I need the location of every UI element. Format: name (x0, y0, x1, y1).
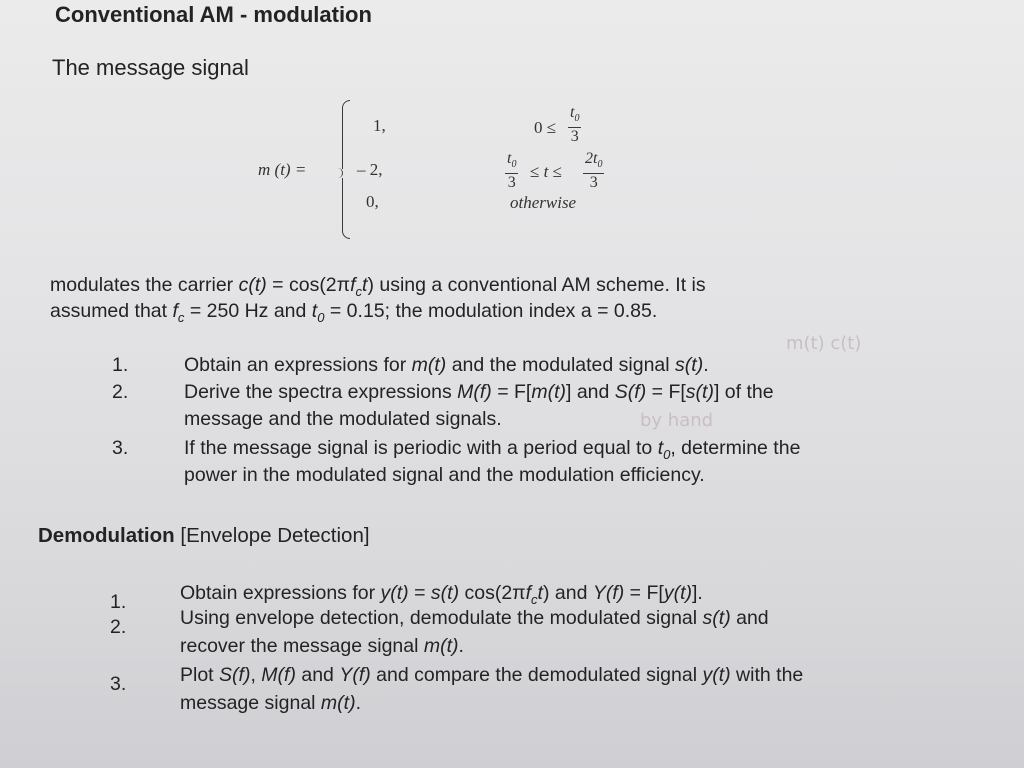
task-item: Obtain an expressions for m(t) and the modulated signal s(t). (184, 354, 709, 376)
task-item: If the message signal is periodic with a period equal to $t_0$, determine the (184, 437, 801, 462)
task-item-continued: recover the message signal m(t). (180, 635, 464, 657)
task-item: Plot S(f), M(f) and Y(f) and compare the demodulated signal y(t) with the (180, 664, 804, 686)
task-item: Using envelope detection, demodulate the modulated signal s(t) and (180, 607, 769, 629)
task-item-continued: message signal m(t). (180, 692, 361, 714)
task-item: Derive the spectra expressions M(f) = F[m(t)] and S(f) = F[s(t)] of the (184, 381, 774, 403)
case-value-2: – 2, (357, 160, 383, 179)
pencil-annotation: by hand (640, 410, 714, 431)
task-number: 1. (110, 591, 127, 613)
task-item-continued: message and the modulated signals. (184, 408, 502, 430)
case-value-3: 0, (366, 192, 379, 211)
pencil-annotation: m(t) c(t) (786, 333, 862, 354)
task-item: Obtain expressions for y(t) = s(t) $\cos(2\pi f_ct)$ and Y(f) = F[y(t)]. (180, 582, 703, 607)
task-number: 2. (112, 381, 129, 403)
demodulation-heading-bold: Demodulation (38, 524, 175, 547)
equation-lhs: m (t) = (258, 160, 307, 179)
demodulation-heading (38, 524, 370, 548)
page-title: Conventional AM - modulation (55, 2, 372, 27)
description-line-2: assumed that $f_c = 250$ Hz and $t_0 = 0.15$; the modulation index a = 0.85. (50, 300, 658, 325)
brace-top (342, 100, 350, 169)
task-number: 3. (112, 437, 129, 459)
description-line-1: modulates the carrier $c(t) = \cos(2\pi f_ct)$ using a conventional AM scheme. It is (50, 274, 706, 299)
task-item-continued: power in the modulated signal and the modulation efficiency. (184, 464, 705, 486)
task-number: 1. (112, 354, 129, 376)
task-number: 2. (110, 616, 127, 638)
case-condition-3: otherwise (510, 193, 577, 212)
task-number: 3. (110, 673, 127, 695)
section-subtitle: The message signal (52, 55, 249, 80)
brace-bottom (342, 178, 350, 239)
case-value-1: 1, (373, 116, 386, 135)
demodulation-heading-rest: [Envelope Detection] (180, 524, 370, 547)
brace-tip (334, 168, 343, 178)
